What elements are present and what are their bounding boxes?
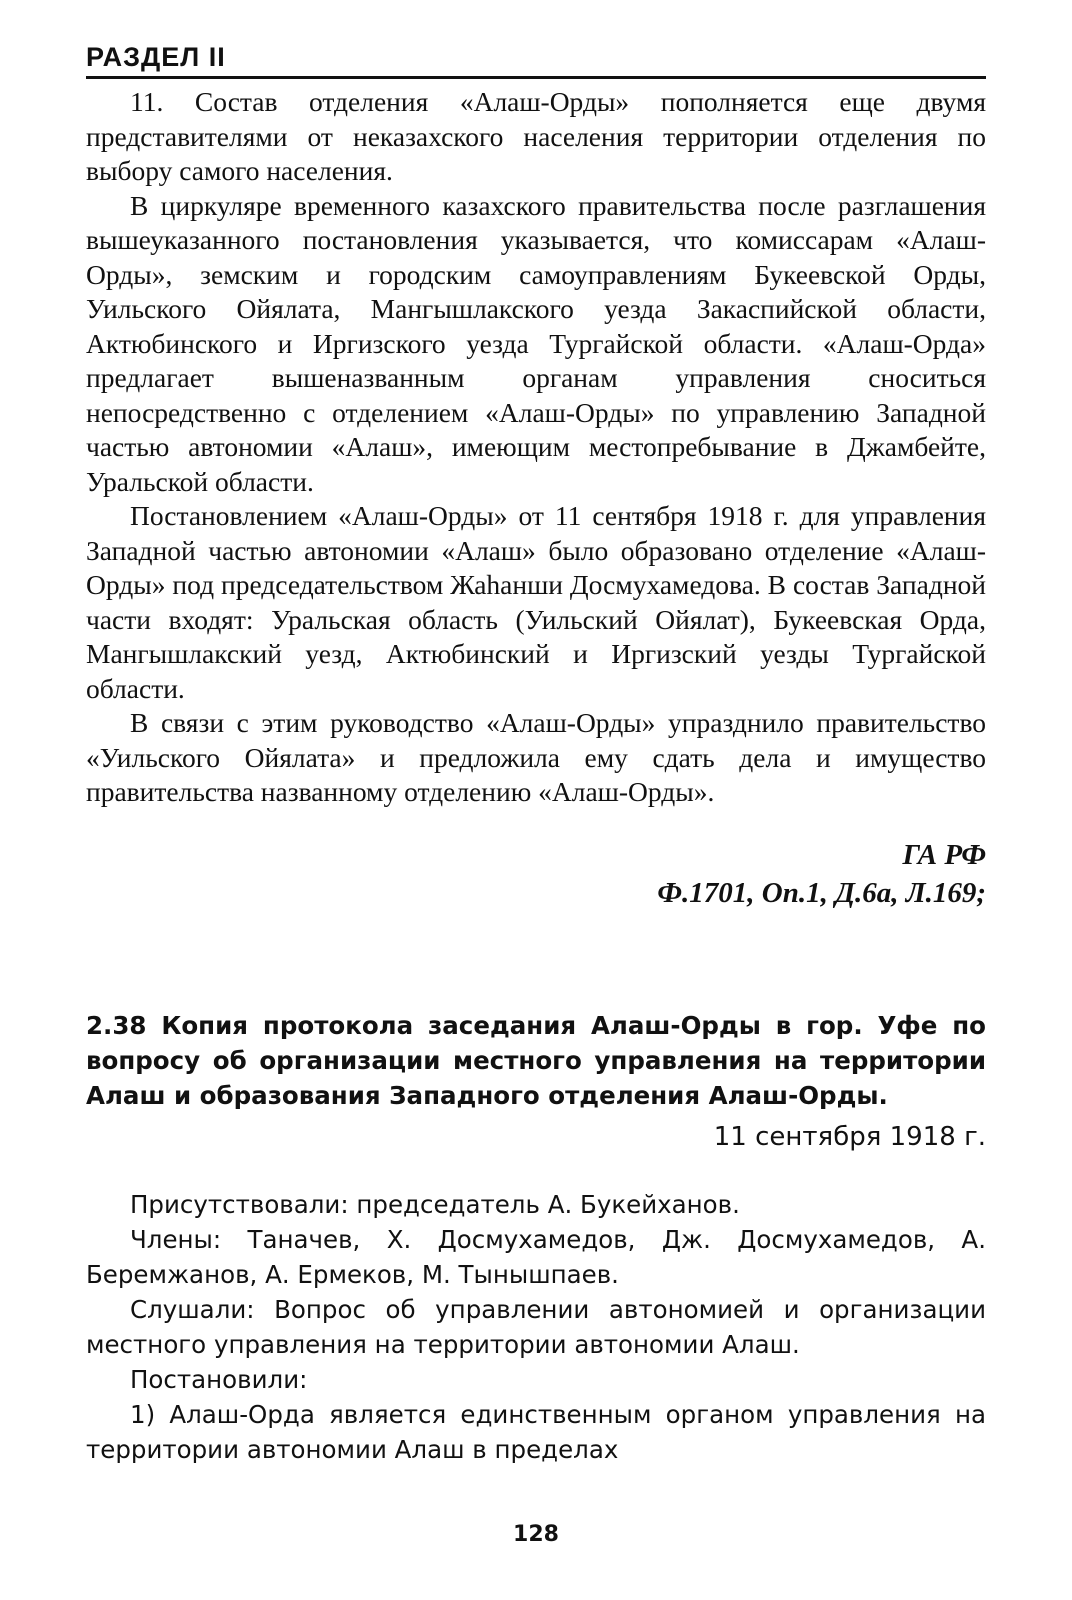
body-text bbox=[86, 85, 986, 810]
protocol-line: Присутствовали: председатель А. Букейханов. bbox=[130, 1189, 740, 1219]
paragraph: В связи с этим руководство «Алаш-Орды» упразднило правительство «Уильского Ойялата» и предложила ему сдать дела и имущество правительства названному отделению «Алаш-Орды». bbox=[86, 707, 986, 807]
archive-name: ГА РФ bbox=[902, 838, 986, 871]
protocol-line: Постановили: bbox=[130, 1364, 308, 1394]
document-title: 2.38 Копия протокола заседания Алаш-Орды в гор. Уфе по вопросу об организации местного управления на территории Алаш и образования Западного отделения Алаш-Орды. bbox=[86, 1010, 986, 1110]
paragraph: В циркуляре временного казахского правительства после разглашения вышеуказанного постановления указывается, что комиссарам «Алаш-Орды», земским и городским самоуправлениям Букеевской Орды, Уильского Ойялата, Мангышлакского уезда Закаспийской области, Актюбинского и Иргизского уезда Тургайской области. «Алаш-Орда» предлагает вышеназванным органам управления сноситься непосредственно с отделением «Алаш-Орды» по управлению Западной частью автономии «Алаш», имеющим местопребывание в Джамбейте, Уральской области. bbox=[86, 189, 986, 497]
archive-source bbox=[86, 836, 986, 912]
archive-reference: Ф.1701, Оп.1, Д.6а, Л.169; bbox=[657, 876, 986, 909]
paragraph: Постановлением «Алаш-Орды» от 11 сентября 1918 г. для управления Западной частью автономии «Алаш» было образовано отделение «Алаш-Орды» под председательством Жаһанши Досмухамедова. В состав Западной части входят: Уральская область (Уильский Ойялат), Букеевская Орда, Мангышлакский уезд, Актюбинский и Иргизский уезды Тургайской области. bbox=[86, 500, 986, 704]
protocol-line: Члены: Таначев, Х. Досмухамедов, Дж. Досмухамедов, А. Беремжанов, А. Ермеков, М. Тынышпаев. bbox=[86, 1224, 986, 1289]
protocol-line: Слушали: Вопрос об управлении автономией и организации местного управления на территории автономии Алаш. bbox=[86, 1294, 986, 1359]
paragraph: 11. Состав отделения «Алаш-Орды» пополняется еще двумя представителями от неказахского населения территории отделения по выбору самого населения. bbox=[86, 86, 986, 186]
document-date: 11 сентября 1918 г. bbox=[713, 1121, 986, 1152]
header-rule bbox=[86, 76, 986, 79]
protocol-text bbox=[86, 1187, 986, 1467]
protocol-line: 1) Алаш-Орда является единственным органом управления на территории автономии Алаш в пределах bbox=[86, 1399, 986, 1464]
book-page bbox=[86, 40, 986, 1467]
page-number: 128 bbox=[513, 1522, 559, 1547]
running-title: РАЗДЕЛ II bbox=[86, 42, 226, 72]
